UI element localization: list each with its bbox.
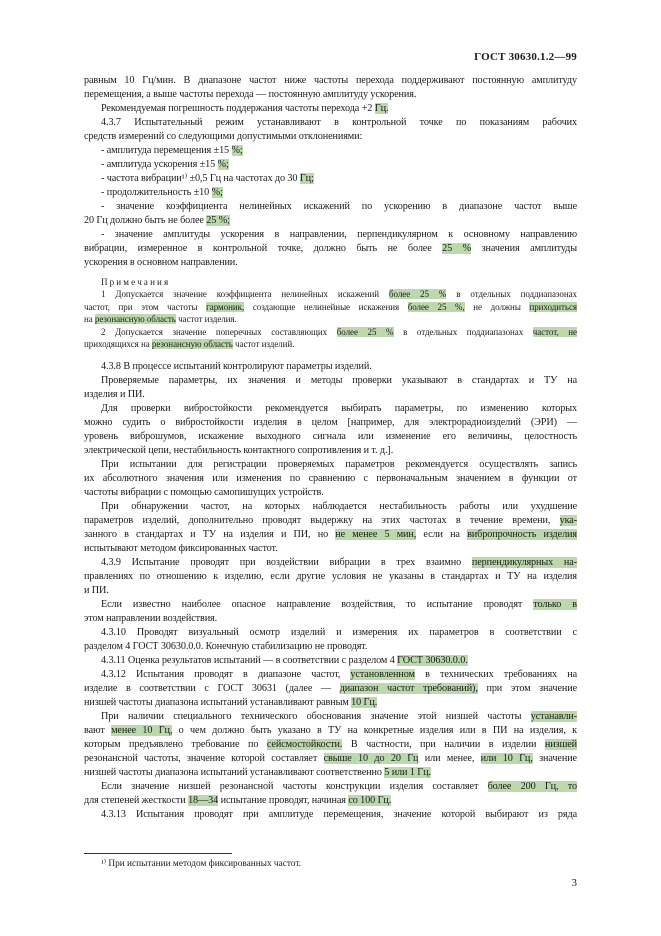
- text-line: частоты вибрации с помощью самопишущих устройств.: [84, 487, 324, 499]
- highlight: резонансную область: [94, 314, 176, 325]
- highlight: Гц;: [299, 173, 314, 184]
- text-line: - частота вибрации¹⁾ ±0,5 Гц на частотах до 30 Гц;: [101, 173, 314, 184]
- highlight: 25 %: [442, 243, 472, 254]
- highlight: 18—34: [188, 795, 219, 807]
- text-line: 1 Допускается значение коэффициента нелинейных искажений более 25 % в отдельных поддиапазонах: [101, 289, 577, 300]
- highlight: более 25 %: [388, 289, 447, 300]
- highlight: ГОСТ 30630.0.0.: [397, 655, 468, 667]
- highlight: или 10 Гц,: [480, 753, 533, 765]
- document-header: ГОСТ 30630.1.2—99: [474, 51, 577, 63]
- highlight: не менее 5 мин,: [335, 529, 417, 541]
- text-line: - значение коэффициента нелинейных искажений по ускорению в диапазоне частот выше: [101, 201, 577, 212]
- highlight: %;: [217, 159, 229, 170]
- highlight: перпендикулярных на-: [471, 557, 577, 569]
- text-line: вают менее 10 Гц, о чем должно быть указано в ТУ на конкретные изделия или в ПИ на изделия, к: [84, 725, 577, 737]
- highlight: более 200 Гц, то: [487, 781, 577, 793]
- highlight: частот, не: [532, 326, 577, 337]
- text-line: При наличии специального технического обоснования значение этой низшей частоты устанавли-: [101, 711, 577, 723]
- page-number: 3: [571, 877, 577, 889]
- body-block: [84, 74, 577, 270]
- highlight: установленном: [350, 669, 415, 681]
- text-line: разделом 4 ГОСТ 30630.0.0. Конечную стабилизацию не проводят.: [84, 641, 368, 653]
- text-line: средств измерений со следующими допустимыми отклонениями:: [84, 131, 363, 142]
- text-line: - амплитуда ускорения ±15 %;: [101, 159, 229, 170]
- text-line: уровень виброшумов, искажение выходного сигнала или изменение его величины, целостность: [84, 431, 577, 443]
- text-line: электрической цепи, нестабильность контактного сопротивления и т. д.].: [84, 445, 394, 457]
- highlight: сейсмостойкости.: [266, 739, 343, 751]
- document-body: [84, 74, 577, 822]
- text-line: Если известно наиболее опасное направление воздействия, то испытание проводят только в: [101, 599, 577, 611]
- highlight: 10 Гц.: [351, 697, 378, 709]
- text-line: 4.3.13 Испытания проводят при амплитуде перемещения, значение которой выбирают из ряда: [101, 809, 577, 821]
- text-line: При обнаружении частот, на которых наблюдается нестабильность работы или ухудшение: [101, 501, 577, 513]
- text-line: резонансной частоты, значение которой составляет свыше 10 до 20 Гц или менее, или 10 Гц, значение: [84, 753, 577, 765]
- footnote: ¹⁾ При испытании методом фиксированных частот.: [101, 859, 302, 869]
- highlight: низшей: [544, 739, 577, 751]
- highlight: свыше 10 до 20 Гц: [323, 753, 419, 765]
- footnote-rule: [84, 853, 232, 854]
- text-line: Для проверки вибростойкости рекомендуется выбирать параметры, по изменению которых: [101, 403, 577, 415]
- text-line: 4.3.9 Испытание проводят при воздействии вибрации в трех взаимно перпендикулярных на-: [101, 557, 577, 569]
- highlight: более 25 %,: [407, 301, 465, 312]
- text-line: правлениях по отношению к изделию, если другие условия не указаны в стандартах и ТУ на изделия: [84, 571, 577, 583]
- text-line: Рекомендуемая погрешность поддержания частоты перехода +2 Гц.: [101, 103, 389, 114]
- text-line: перемещения, а выше частоты перехода — постоянную амплитуду ускорения.: [84, 89, 417, 100]
- body-block: [84, 360, 577, 822]
- highlight: устанавли-: [530, 711, 577, 723]
- text-line: испытывают методом фиксированных частот.: [84, 543, 278, 555]
- text-line: вибрации, измеренное в контрольной точке, должно быть не более 25 % значения амплитуды: [84, 243, 577, 254]
- highlight: Гц.: [374, 103, 389, 114]
- text-line: приходящихся на резонансную область частот изделий.: [84, 339, 295, 350]
- highlight: менее 10 Гц,: [111, 725, 173, 737]
- text-line: - значение амплитуды ускорения в направлении, перпендикулярном к основному направлению: [101, 229, 577, 240]
- text-line: П р и м е ч а н и я: [101, 277, 169, 287]
- text-line: При испытании для регистрации проверяемых параметров рекомендуется осуществлять запись: [101, 459, 577, 471]
- text-line: 4.3.12 Испытания проводят в диапазоне частот, установленном в технических требованиях на: [101, 669, 577, 681]
- text-line: Если значение низшей резонансной частоты конструкции изделия составляет более 200 Гц, то: [101, 781, 577, 793]
- text-line: для степеней жесткости 18—34 испытание проводят, начиная со 100 Гц.: [84, 795, 392, 807]
- text-line: частот, при этом частоты гармоник, создающие нелинейные искажения более 25 %, не должны приходиться: [84, 301, 577, 312]
- highlight: только в: [533, 599, 577, 611]
- highlight: гармоник,: [206, 301, 245, 312]
- text-line: - продолжительность ±10 %;: [101, 187, 223, 198]
- text-line: этом направлении воздействия.: [84, 613, 218, 625]
- text-line: параметров изделий, дополнительно проводят выдержку на этих частотах в течение времени, ука-: [84, 515, 577, 527]
- highlight: %;: [231, 145, 243, 156]
- text-line: 4.3.10 Проводят визуальный осмотр изделий и измерения их параметров в соответствии с: [101, 627, 577, 639]
- text-line: 4.3.7 Испытательный режим устанавливают в контрольной точке по показаниям рабочих: [101, 117, 577, 128]
- text-line: изделие в соответствии с ГОСТ 30631 (далее — диапазон частот требований), при этом значение: [84, 683, 577, 695]
- highlight: более 25 %: [336, 326, 394, 337]
- text-line: Проверяемые параметры, их значения и методы проверки указывают в стандартах и ТУ на: [101, 375, 577, 387]
- text-line: занного в стандартах и ТУ на изделия и ПИ, но не менее 5 мин, если на вибропрочность изделия: [84, 529, 577, 541]
- text-line: и ПИ.: [84, 585, 109, 597]
- text-line: 20 Гц должно быть не более 25 %;: [84, 215, 230, 226]
- highlight: %;: [211, 187, 223, 198]
- text-line: низшей частоты диапазона испытаний устанавливают соответственно 5 или 1 Гц.: [84, 767, 431, 779]
- highlight: диапазон частот требований),: [339, 683, 478, 695]
- text-line: равным 10 Гц/мин. В диапазоне частот ниже частоты перехода поддерживают постоянную амплитуду: [84, 75, 577, 86]
- highlight: ука-: [559, 515, 577, 527]
- highlight: 25 %;: [206, 215, 230, 226]
- text-line: 4.3.11 Оценка результатов испытаний — в соответствии с разделом 4 ГОСТ 30630.0.0.: [101, 655, 468, 667]
- text-line: ускорения в основном направлении.: [84, 257, 238, 268]
- text-line: на резонансную область частот изделия.: [84, 314, 237, 325]
- highlight: 5 или 1 Гц.: [384, 767, 431, 779]
- text-line: 2 Допускается значение поперечных составляющих более 25 % в отдельных поддиапазонах частот, не: [101, 326, 577, 337]
- notes-block: [84, 276, 577, 350]
- highlight: со 100 Гц.: [348, 795, 392, 807]
- highlight: вибропрочность изделия: [467, 529, 577, 541]
- text-line: низшей частоты диапазона испытаний устанавливают равным 10 Гц.: [84, 697, 378, 709]
- highlight: резонансную область: [151, 339, 233, 350]
- text-line: их абсолютного значения или изменения по сравнению с первоначальным значением в функции от: [84, 473, 577, 485]
- highlight: приходиться: [529, 301, 577, 312]
- text-line: которым предъявлено требование по сейсмостойкости. В частности, при наличии в изделии низшей: [84, 739, 577, 751]
- text-line: изделия и ПИ.: [84, 389, 145, 401]
- text-line: можно судить о вибростойкости изделия в целом [например, для электрорадиоизделий (ЭРИ) —: [84, 417, 577, 429]
- text-line: 4.3.8 В процессе испытаний контролируют параметры изделий.: [101, 361, 372, 373]
- text-line: - амплитуда перемещения ±15 %;: [101, 145, 243, 156]
